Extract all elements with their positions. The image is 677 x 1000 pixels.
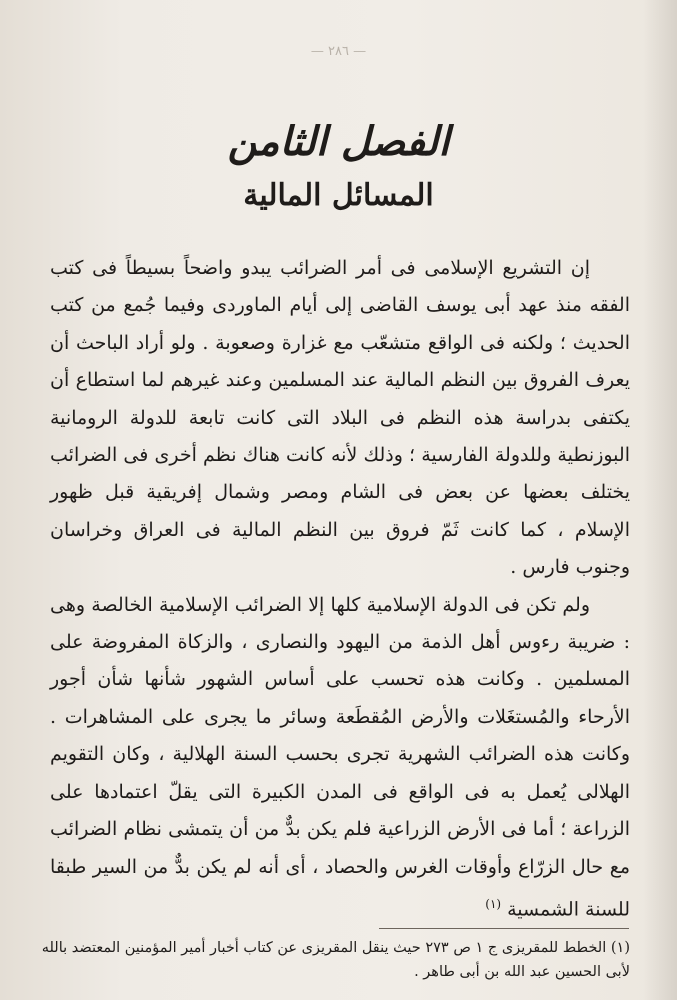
footnote-reference: (١) [485, 896, 502, 911]
paragraph-2 [50, 587, 630, 929]
body-text [50, 250, 630, 929]
chapter-title: الفصل الثامن [227, 118, 450, 165]
footnote: (١) الخطط للمقريزى ج ١ ص ٢٧٣ حيث ينقل المقريزى عن كتاب أخبار أمير المؤمنين المعتضد بالله لأبى الحسين عبد الله بن أبى طاهر . [41, 940, 630, 980]
paragraph-2-text: ولم تكن فى الدولة الإسلامية كلها إلا الضرائب الإسلامية الخالصة وهى : ضريبة رءوس أهل الذمة من اليهود والنصارى ، والزكاة المفروضة على المسلمين . وكانت هذه تحسب على أساس الشهور شأنها شأن أجور الأرحاء والمُستغَلات والأرض المُقطَعة وسائر ما يجرى على المشاهرات . وكانت هذه الضرائب الشهرية تجرى بحسب السنة الهلالية ، وكان التقويم الهلالى يُعمل به فى الواقع فى المدن الكبيرة التى يقلّ اعتمادها على الزراعة ؛ أما فى الأرض الزراعية فلم يكن بدٌّ من أن يتمشى نظام الضرائب مع حال الزرّاع وأوقات الغرس والحصاد ، أى أنه لم يكن بدٌّ من السير طبقا للسنة الشمسية [50, 593, 630, 921]
footnote-divider [379, 928, 629, 929]
chapter-subtitle: المسائل المالية [243, 178, 434, 213]
paragraph-1: إن التشريع الإسلامى فى أمر الضرائب يبدو واضحاً بسيطاً فى كتب الفقه منذ عهد أبى يوسف القاضى إلى أيام الماوردى وفيما جُمع من كتب الحديث ؛ ولكنه فى الواقع متشعّب مع غزارة وصعوبة . ولو أراد الباحث أن يعرف الفروق بين النظم المالية عند المسلمين وعند غيرهم لما استطاع أن يكتفى بدراسة هذه النظم فى البلاد التى كانت تابعة للدولة الرومانية البوزنطية وللدولة الفارسية ؛ وذلك لأنه كانت هناك نظم أخرى فى الضرائب يختلف بعضها عن بعض فى الشام ومصر وشمال إفريقية قبل ظهور الإسلام ، كما كانت ثَمّ فروق بين النظم المالية فى العراق وخراسان وجنوب فارس . [50, 257, 630, 579]
page-number: — ٢٨٦ — [310, 44, 367, 59]
